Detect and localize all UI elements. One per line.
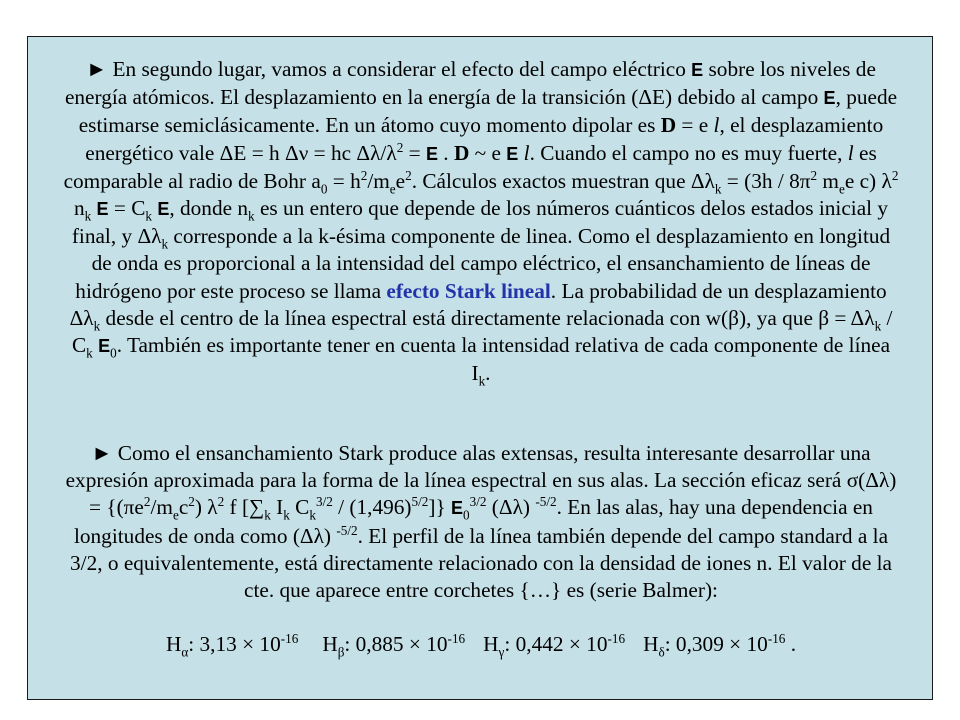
balmer-constants [62, 631, 900, 658]
paragraph-line-wings: ► Como el ensanchamiento Stark produce alas extensas, resulta interesante desarrollar una expresión aproximada para la forma de la línea espectral en sus alas. La sección eficaz será $\sigma(\Delta\lambda) = \{(\pi e^2/m_ec^2)$ $\lambda^2$ f [$\sum_k$ $I_k$ $C_k^{3/2} / (1,496)^{5/2}$]} $E_0^{3/2}$ (Δλ) $^{-5/2}$. En las alas, hay una dependencia en longitudes de onda como (Δλ) $^{-5/2}$. El perfil de la línea también depende del campo standard a la 3/2, o equivalentemente, está directamente relacionado con la densidad de iones n. El valor de la cte. que aparece entre corchetes {…} es (serie Balmer): [65, 441, 897, 603]
slide-panel [27, 36, 933, 700]
constant-h-gamma: $H_\gamma$: $0,442 \times 10^{-16}$ [483, 630, 626, 660]
constant-h-alpha: $H_\alpha$: $3,13 \times 10^{-16}$ [165, 630, 299, 660]
constant-h-beta: $H_\beta$: $0,885 \times 10^{-16}$ [322, 630, 466, 660]
stark-effect-term: efecto Stark lineal [386, 278, 551, 303]
paragraph-stark-effect: ► En segundo lugar, vamos a considerar el efecto del campo eléctrico E sobre los niveles de energía atómicos. El desplazamiento en la energía de la transición (ΔE) debido al campo E, puede estimarse semiclásicamente. En un átomo cuyo momento dipolar es D = e l, el desplazamiento energético vale ΔE = h Δν = hc $\Delta\lambda/\lambda^2 = E$ . D ~ e E l. Cuando el campo no es muy fuerte, l es comparable al radio de Bohr $a_0 = h^2/m_ee^2$. Cálculos exactos muestran que $\Delta\lambda_k = (3h / 8\pi^2$ $m_ee$ c) $\lambda^2$ $n_k$ $E = C_k$ E, donde $n_k$ es un entero que depende de los números cuánticos delos estados inicial y final, y $\Delta\lambda_k$ corresponde a la k-ésima componente de linea. Como el desplazamiento en longitud de onda es proporcional a la intensidad del campo eléctrico, el ensanchamiento de líneas de hidrógeno por este proceso se llama efecto Stark lineal. La probabilidad de un desplazamiento $\Delta\lambda_k$ desde el centro de la línea espectral está directamente relacionada con w(β), ya que $\beta = \Delta\lambda_k / C_k$ $E_0$. También es importante tener en cuenta la intensidad relativa de cada componente de línea $I_k$. [63, 57, 899, 389]
constant-h-delta: $H_\delta$: $0,309 \times 10^{-16}$ . [643, 630, 797, 660]
bullet-icon: ► [91, 441, 113, 465]
bullet-icon: ► [86, 57, 108, 81]
